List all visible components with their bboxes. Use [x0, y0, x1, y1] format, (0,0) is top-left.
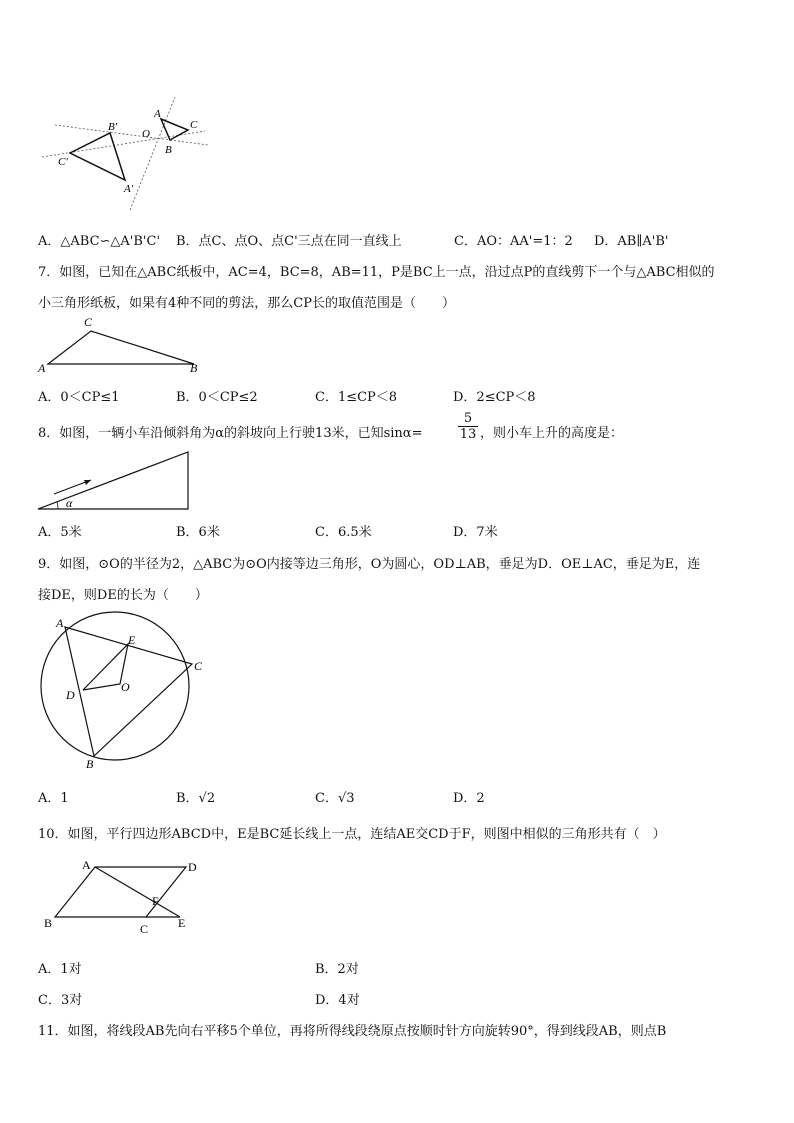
q9-stem-line2: 接DE，则DE的长为（ ）	[38, 588, 208, 603]
q10-label-B: B	[44, 916, 53, 930]
q11-stem-line1: 11．如图，将线段AB先向右平移5个单位，再将所得线段绕原点按顺时针方向旋转90°，得到线段AB，则点B	[38, 1024, 667, 1039]
q9-label-D: D	[66, 688, 75, 702]
q7-label-C: C	[84, 315, 93, 329]
q9-option-b: B．√2	[176, 791, 216, 806]
q7-figure	[36, 314, 206, 376]
q7-stem-line1: 7．如图，已知在△ABC纸板中，AC=4，BC=8，AB=11，P是BC上一点，沿过点P的直线剪下一个与△ABC相似的	[38, 265, 715, 280]
q6-option-d: D．AB∥A'B'	[594, 234, 669, 249]
q6-label-B2: B'	[108, 121, 118, 133]
q9-figure	[36, 610, 216, 776]
q9-label-B: B	[86, 757, 94, 771]
q8-stem-before: 8．如图，一辆小车沿倾斜角为α的斜坡向上行驶13米，已知sinα=	[38, 426, 423, 441]
q7-option-c: C．1≤CP＜8	[315, 390, 398, 405]
q8-option-d: D．7米	[453, 525, 498, 540]
q7-label-A: A	[38, 361, 46, 375]
q9-option-a: A．1	[38, 791, 69, 806]
q6-option-a: A．△ABC∽△A'B'C'	[38, 234, 161, 249]
q10-label-A: A	[82, 858, 91, 872]
q8-option-c: C．6.5米	[315, 525, 372, 540]
q9-stem-line1: 9．如图，⊙O的半径为2，△ABC为⊙O内接等边三角形，O为圆心，OD⊥AB，垂足为D．OE⊥AC，垂足为E，连	[38, 557, 701, 572]
q6-label-A: A	[154, 108, 161, 120]
q9-option-c: C．√3	[315, 791, 355, 806]
q6-label-C2: C'	[58, 156, 68, 168]
q10-label-F: F	[152, 894, 159, 908]
q6-label-A2: A'	[124, 183, 134, 195]
q9-label-A: A	[56, 616, 64, 630]
q8-fraction-numerator: 5	[463, 411, 473, 426]
q8-figure	[36, 447, 196, 513]
q10-stem-line1: 10．如图，平行四边形ABCD中，E是BC延长线上一点，连结AE交CD于F，则图中相似的三角形共有（ ）	[38, 827, 666, 842]
q8-option-b: B．6米	[176, 525, 220, 540]
q9-label-E: E	[128, 633, 136, 647]
q8-fraction-denominator: 13	[459, 427, 477, 442]
q7-option-b: B．0＜CP≤2	[176, 390, 258, 405]
q6-label-C: C	[190, 119, 198, 131]
q10-figure	[40, 855, 210, 937]
q7-stem-line2: 小三角形纸板，如果有4种不同的剪法，那么CP长的取值范围是（ ）	[38, 296, 455, 311]
q10-label-C: C	[140, 922, 149, 936]
q9-option-d: D．2	[453, 791, 485, 806]
q7-option-d: D．2≤CP＜8	[453, 390, 536, 405]
q8-option-a: A．5米	[38, 525, 82, 540]
q7-label-B: B	[190, 361, 198, 375]
q6-label-B: B	[165, 144, 172, 156]
q10-label-E: E	[178, 916, 186, 930]
q10-option-d: D．4对	[315, 993, 360, 1008]
q8-alpha-label: α	[66, 496, 73, 510]
q6-option-b: B．点C、点O、点C'三点在同一直线上	[176, 234, 402, 249]
q8-fraction	[458, 411, 478, 442]
q9-label-C: C	[194, 659, 203, 673]
q10-option-b: B．2对	[315, 962, 359, 977]
q6-figure	[40, 95, 215, 215]
q10-label-D: D	[188, 860, 197, 874]
q10-option-c: C．3对	[38, 993, 83, 1008]
q7-option-a: A．0＜CP≤1	[38, 390, 120, 405]
q6-label-O: O	[142, 128, 150, 140]
q8-stem-after: ，则小车上升的高度是：	[480, 426, 624, 441]
q9-label-O: O	[121, 680, 130, 694]
q10-option-a: A．1对	[38, 962, 82, 977]
q6-option-c: C．AO：AA'=1：2	[454, 234, 573, 249]
